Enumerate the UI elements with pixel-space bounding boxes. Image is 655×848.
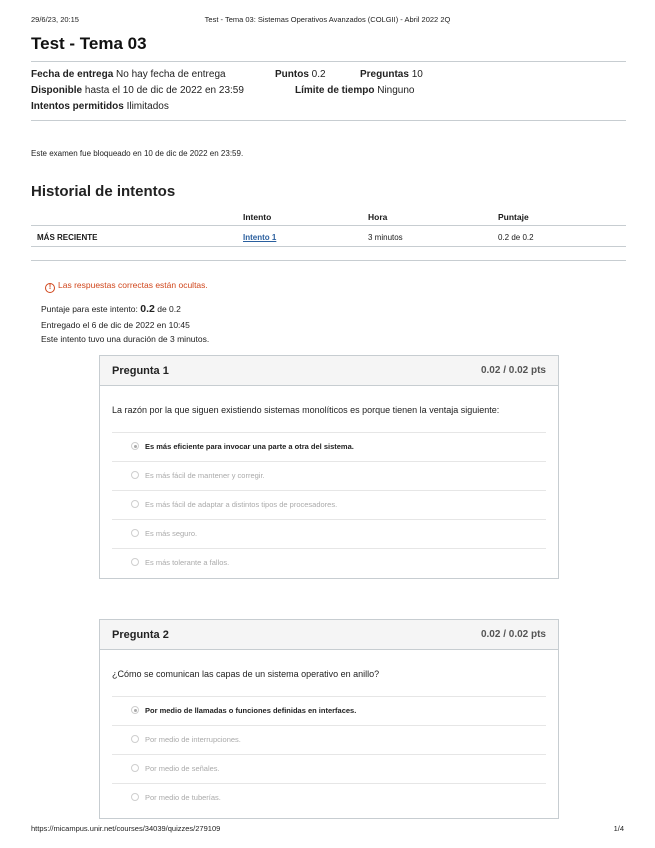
- questions-value: 10: [411, 69, 423, 80]
- attempts-value: Ilimitados: [126, 101, 169, 112]
- score-prefix: Puntaje para este intento:: [41, 304, 138, 314]
- radio-checked-icon: [131, 706, 139, 714]
- radio-icon: [131, 558, 139, 566]
- divider: [31, 120, 626, 121]
- time-limit-meta: [295, 85, 415, 96]
- answer-text: Es más fácil de mantener y corregir.: [145, 471, 265, 480]
- available-meta: [31, 85, 244, 96]
- page-title: Test - Tema 03: [31, 34, 147, 53]
- questions-meta: [360, 69, 423, 80]
- submitted-info: Entregado el 6 de dic de 2022 en 10:45: [41, 320, 190, 330]
- header-time: Hora: [368, 212, 388, 222]
- header-score: Puntaje: [498, 212, 529, 222]
- table-divider: [31, 246, 626, 247]
- table-divider: [31, 225, 626, 226]
- question-header: [100, 356, 558, 386]
- available-value: hasta el 10 de dic de 2022 en 23:59: [84, 85, 244, 96]
- radio-icon: [131, 793, 139, 801]
- locked-note: Este examen fue bloqueado en 10 de dic de 2022 en 23:59.: [31, 149, 244, 158]
- answer-text: Por medio de llamadas o funciones definidas en interfaces.: [145, 706, 357, 715]
- time-limit-label: Límite de tiempo: [295, 85, 375, 96]
- question-title: Pregunta 1: [112, 365, 169, 377]
- question-card-2: [99, 619, 559, 819]
- answer-option: [112, 462, 546, 491]
- page-url: https://micampus.unir.net/courses/34039/quizzes/279109: [31, 824, 221, 833]
- answer-option: [112, 491, 546, 520]
- answer-text: Es más tolerante a fallos.: [145, 558, 230, 567]
- answer-option: [112, 697, 546, 726]
- hidden-answers-text: Las respuestas correctas están ocultas.: [58, 280, 208, 290]
- print-doc-title: Test - Tema 03: Sistemas Operativos Avanzados (COLGII) - Abril 2022 2Q: [204, 15, 451, 24]
- score-suffix: de 0.2: [157, 304, 181, 314]
- radio-icon: [131, 500, 139, 508]
- points-value: 0.2: [311, 69, 326, 80]
- question-points: 0.02 / 0.02 pts: [480, 365, 546, 376]
- question-header: [100, 620, 558, 650]
- radio-icon: [131, 529, 139, 537]
- answer-option: [112, 520, 546, 549]
- row-score: 0.2 de 0.2: [498, 233, 534, 242]
- attempts-label: Intentos permitidos: [31, 101, 124, 112]
- question-text: La razón por la que siguen existiendo sistemas monolíticos es porque tienen la ventaja siguiente:: [112, 386, 546, 433]
- question-points: 0.02 / 0.02 pts: [480, 629, 546, 640]
- answer-text: Por medio de tuberías.: [145, 793, 221, 802]
- header-attempt: Intento: [243, 212, 272, 222]
- print-header: [31, 15, 624, 25]
- warning-icon: !: [45, 283, 55, 293]
- answer-option: [112, 784, 546, 813]
- answer-text: Por medio de interrupciones.: [145, 735, 241, 744]
- attempts-meta: [31, 101, 169, 112]
- answer-text: Es más seguro.: [145, 529, 198, 538]
- row-time: 3 minutos: [368, 233, 403, 242]
- radio-icon: [131, 471, 139, 479]
- page-number: 1/4: [613, 824, 624, 833]
- answer-option: [112, 755, 546, 784]
- answer-option: [112, 549, 546, 578]
- history-title: Historial de intentos: [31, 183, 176, 200]
- questions-label: Preguntas: [360, 69, 409, 80]
- points-meta: [275, 69, 326, 80]
- divider: [31, 260, 626, 261]
- answer-option: [112, 433, 546, 462]
- radio-icon: [131, 735, 139, 743]
- question-title: Pregunta 2: [112, 629, 169, 641]
- due-label: Fecha de entrega: [31, 69, 114, 80]
- score-summary: [41, 303, 181, 315]
- radio-checked-icon: [131, 442, 139, 450]
- attempt-1-link[interactable]: Intento 1: [243, 233, 277, 242]
- radio-icon: [131, 764, 139, 772]
- answer-text: Es más fácil de adaptar a distintos tipos de procesadores.: [145, 500, 338, 509]
- question-text: ¿Cómo se comunican las capas de un sistema operativo en anillo?: [112, 650, 546, 697]
- time-limit-value: Ninguno: [377, 85, 415, 96]
- divider: [31, 61, 626, 62]
- answer-option: [112, 726, 546, 755]
- available-label: Disponible: [31, 85, 83, 96]
- print-date: 29/6/23, 20:15: [31, 15, 79, 24]
- question-body: [100, 386, 558, 578]
- hidden-answers-notice: [45, 280, 208, 293]
- question-card-1: [99, 355, 559, 579]
- answer-text: Es más eficiente para invocar una parte a otra del sistema.: [145, 442, 354, 451]
- row-label: MÁS RECIENTE: [37, 233, 98, 242]
- quiz-meta-row-1: [31, 69, 226, 80]
- points-label: Puntos: [275, 69, 309, 80]
- answer-text: Por medio de señales.: [145, 764, 220, 773]
- due-value: No hay fecha de entrega: [116, 69, 226, 80]
- duration-info: Este intento tuvo una duración de 3 minutos.: [41, 334, 210, 344]
- question-body: [100, 650, 558, 813]
- score-value: 0.2: [140, 303, 155, 315]
